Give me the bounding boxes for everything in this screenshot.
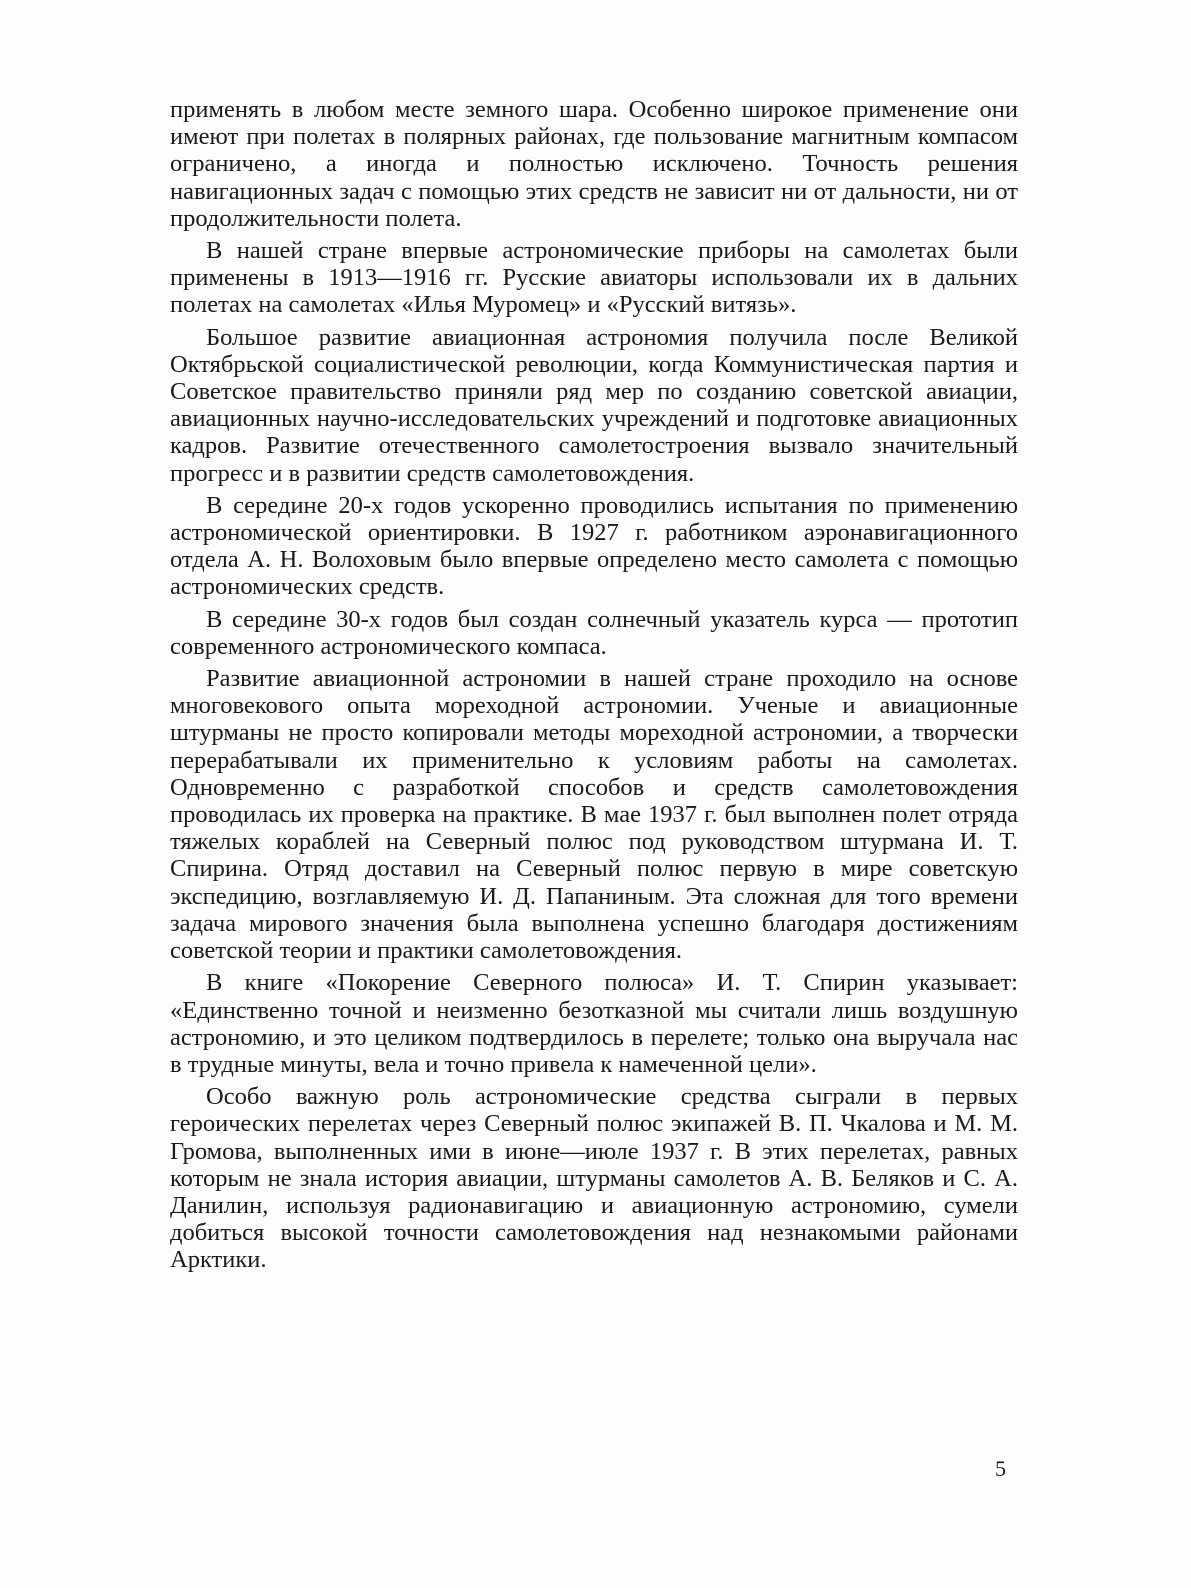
paragraph-heroic-flights: Особо важную роль астрономические средства сыграли в первых героических перелетах через Северный полюс экипажей В. П. Чкалова и М. М. Громова, выполненных ими в июне—июле 1937 г. В этих перелетах, равных которым не знала история авиации, штурманы самолетов А. В. Беляков и С. А. Данилин, используя радионавигацию и авиационную астрономию, сумели добиться высокой точности самолетовождения над незнакомыми районами Арктики. [170, 1083, 1018, 1274]
paragraph-continuation: применять в любом месте земного шара. Особенно широкое применение они имеют при полетах в полярных районах, где пользование магнитным компасом ограничено, а иногда и полностью исключено. Точность решения навигационных задач с помощью этих средств не зависит ни от дальности, ни от продолжительности полета. [170, 96, 1018, 232]
page-number: 5 [995, 1456, 1006, 1481]
paragraph-revolution: Большое развитие авиационная астрономия получила после Великой Октябрьской социалистической революции, когда Коммунистическая партия и Советское правительство приняли ряд мер по созданию советской авиации, авиационных научно-исследовательских учреждений и подготовке авиационных кадров. Развитие отечественного самолетостроения вызвало значительный прогресс и в развитии средств самолетовождения. [170, 323, 1018, 487]
paragraph-first-instruments: В нашей стране впервые астрономические приборы на самолетах были применены в 1913—1916 гг. Русские авиаторы использовали их в дальних полетах на самолетах «Илья Муромец» и «Русский витязь». [170, 237, 1018, 319]
body-text [170, 96, 1018, 1274]
paragraph-development: Развитие авиационной астрономии в нашей стране проходило на основе многовекового опыта мореходной астрономии. Ученые и авиационные штурманы не просто копировали методы мореходной астрономии, а творчески перерабатывали их применительно к условиям работы на самолетах. Одновременно с разработкой способов и средств самолетовождения проводилась их проверка на практике. В мае 1937 г. был выполнен полет отряда тяжелых кораблей на Северный полюс под руководством штурмана И. Т. Спирина. Отряд доставил на Северный полюс первую в мире советскую экспедицию, возглавляемую И. Д. Папаниным. Эта сложная для того времени задача мирового значения была выполнена успешно благодаря достижениям советской теории и практики самолетовождения. [170, 665, 1018, 965]
paragraph-1920s: В середине 20-х годов ускоренно проводились испытания по применению астрономической ориентировки. В 1927 г. работником аэронавигационного отдела А. Н. Волоховым было впервые определено место самолета с помощью астрономических средств. [170, 491, 1018, 601]
paragraph-1930s: В середине 30-х годов был создан солнечный указатель курса — прототип современного астрономического компаса. [170, 605, 1018, 660]
paragraph-spirin-quote: В книге «Покорение Северного полюса» И. Т. Спирин указывает: «Единственно точной и неизменно безотказной мы считали лишь воздушную астрономию, и это целиком подтвердилось в перелете; только она выручала нас в трудные минуты, вела и точно привела к намеченной цели». [170, 969, 1018, 1078]
